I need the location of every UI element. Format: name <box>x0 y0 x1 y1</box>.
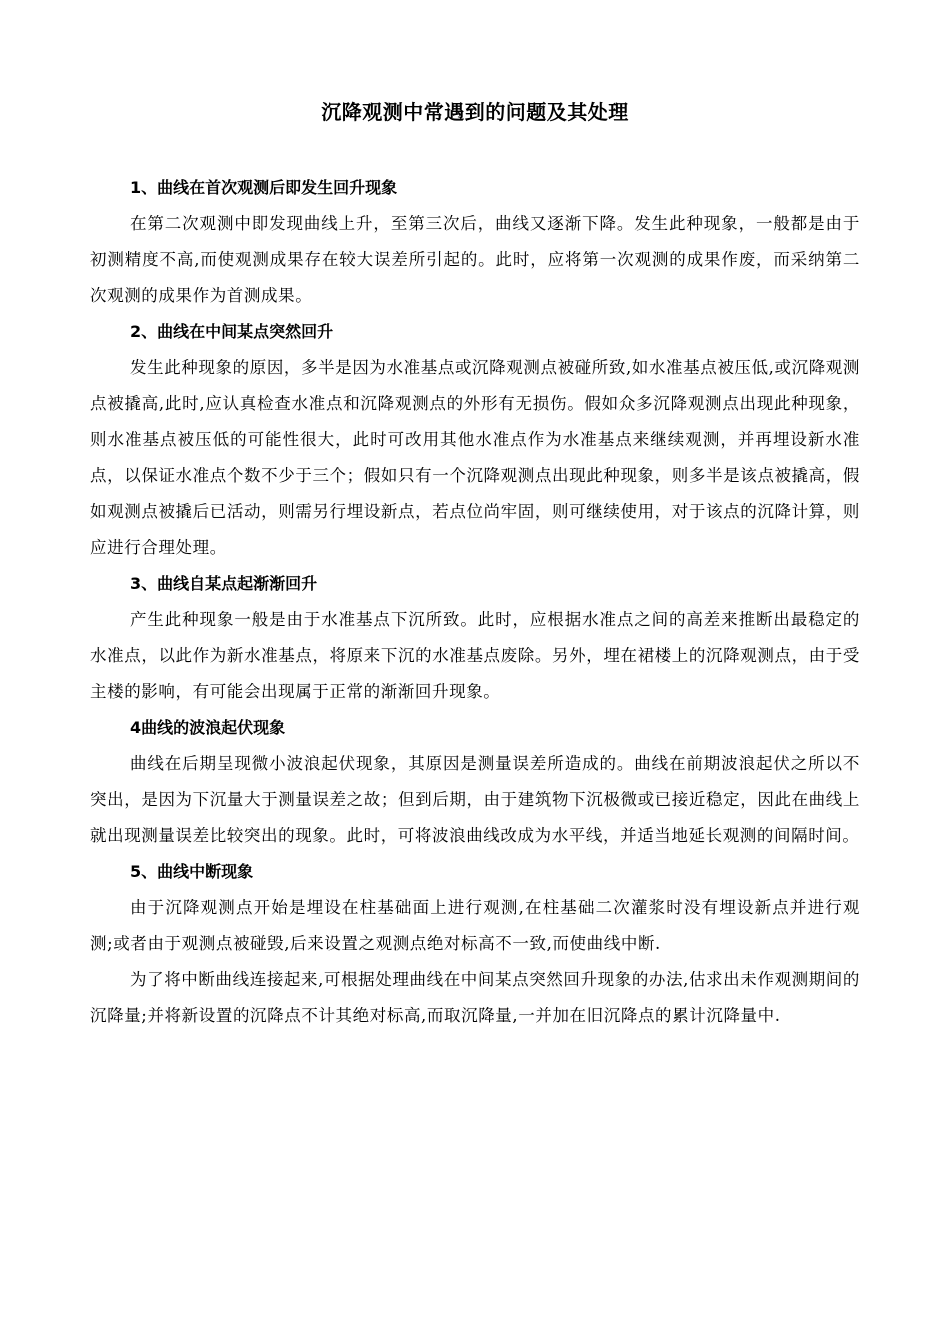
section-paragraph: 产生此种现象一般是由于水准基点下沉所致。此时，应根据水准点之间的高差来推断出最稳定的水准点，以此作为新水准基点，将原来下沉的水准基点废除。另外，埋在裙楼上的沉降观测点，由于受主楼的影响，有可能会出现属于正常的渐渐回升现象。 <box>90 610 860 701</box>
section-1 <box>90 170 860 314</box>
section-3 <box>90 566 860 710</box>
section-paragraph: 曲线在后期呈现微小波浪起伏现象，其原因是测量误差所造成的。曲线在前期波浪起伏之所以不突出，是因为下沉量大于测量误差之故；但到后期，由于建筑物下沉极微或已接近稳定，因此在曲线上就出现测量误差比较突出的现象。此时，可将波浪曲线改成为水平线，并适当地延长观测的间隔时间。 <box>90 754 860 845</box>
section-4 <box>90 710 860 854</box>
section-paragraph: 为了将中断曲线连接起来,可根据处理曲线在中间某点突然回升现象的办法,估求出未作观测期间的沉降量;并将新设置的沉降点不计其绝对标高,而取沉降量,一并加在旧沉降点的累计沉降量中. <box>90 970 860 1025</box>
document-body <box>90 170 860 1034</box>
document-title: 沉降观测中常遇到的问题及其处理 <box>321 100 629 124</box>
section-paragraph: 发生此种现象的原因，多半是因为水准基点或沉降观测点被碰所致,如水准基点被压低,或沉降观测点被撬高,此时,应认真检查水准点和沉降观测点的外形有无损伤。假如众多沉降观测点出现此种现象，则水准基点被压低的可能性很大，此时可改用其他水准点作为水准基点来继续观测，并再埋设新水准点，以保证水准点个数不少于三个；假如只有一个沉降观测点出现此种现象，则多半是该点被撬高，假如观测点被撬后已活动，则需另行埋设新点，若点位尚牢固，则可继续使用，对于该点的沉降计算，则应进行合理处理。 <box>90 358 860 557</box>
section-paragraph: 在第二次观测中即发现曲线上升，至第三次后，曲线又逐渐下降。发生此种现象，一般都是由于初测精度不高,而使观测成果存在较大误差所引起的。此时，应将第一次观测的成果作废，而采纳第二次观测的成果作为首测成果。 <box>90 214 860 305</box>
section-5 <box>90 854 860 1034</box>
section-heading: 4曲线的波浪起伏现象 <box>130 718 286 737</box>
section-paragraph: 由于沉降观测点开始是埋设在柱基础面上进行观测,在柱基础二次灌浆时没有埋设新点并进行观测;或者由于观测点被碰毁,后来设置之观测点绝对标高不一致,而使曲线中断. <box>90 898 860 953</box>
section-heading: 1、曲线在首次观测后即发生回升现象 <box>130 178 398 197</box>
section-heading: 3、曲线自某点起渐渐回升 <box>130 574 318 593</box>
section-heading: 5、曲线中断现象 <box>130 862 254 881</box>
section-2 <box>90 314 860 566</box>
section-heading: 2、曲线在中间某点突然回升 <box>130 322 334 341</box>
